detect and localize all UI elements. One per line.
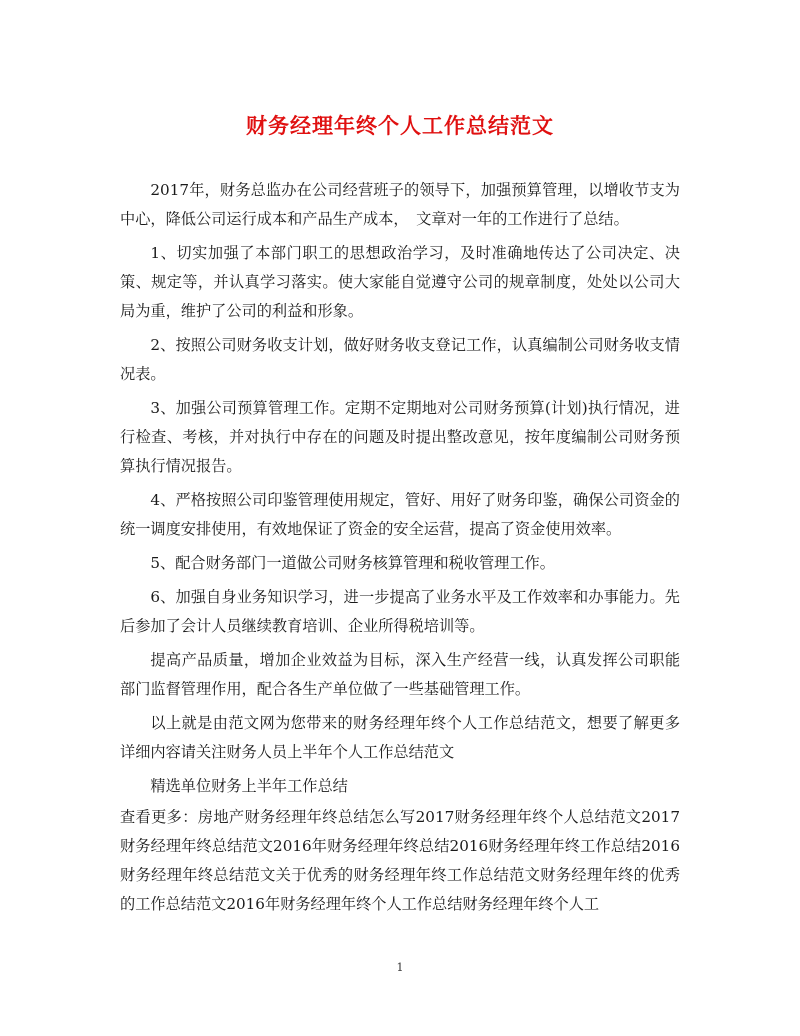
document-title: 财务经理年终个人工作总结范文 [246, 114, 554, 138]
related-link[interactable]: 精选单位财务上半年工作总结 [150, 777, 348, 795]
see-more-links[interactable]: 查看更多：房地产财务经理年终总结怎么写2017财务经理年终个人总结范文2017财务经理年终总结范文2016年财务经理年终总结2016财务经理年终工作总结2016财务经理年终总结范文关于优秀的财务经理年终工作总结范文财务经理年终的优秀的工作总结范文2016年财务经理年终个人工作总结财务经理年终个人工 [120, 808, 680, 913]
paragraph-item-3: 3、加强公司预算管理工作。定期不定期地对公司财务预算(计划)执行情况，进行检查、考核，并对执行中存在的问题及时提出整改意见，按年度编制公司财务预算执行情况报告。 [120, 399, 680, 475]
paragraph-item-5: 5、配合财务部门一道做公司财务核算管理和税收管理工作。 [150, 554, 555, 572]
paragraph-item-1: 1、切实加强了本部门职工的思想政治学习，及时准确地传达了公司决定、决策、规定等，并认真学习落实。使大家能自觉遵守公司的规章制度，处处以公司大局为重，维护了公司的利益和形象。 [120, 244, 680, 320]
paragraph-item-6: 6、加强自身业务知识学习，进一步提高了业务水平及工作效率和办事能力。先后参加了会计人员继续教育培训、企业所得税培训等。 [120, 588, 680, 635]
paragraph-intro: 2017年，财务总监办在公司经营班子的领导下，加强预算管理，以增收节支为中心，降低公司运行成本和产品生产成本， 文章对一年的工作进行了总结。 [120, 181, 680, 228]
paragraph-item-2: 2、按照公司财务收支计划，做好财务收支登记工作，认真编制公司财务收支情况表。 [120, 336, 680, 383]
document-body [120, 176, 680, 919]
paragraph-quality: 提高产品质量，增加企业效益为目标，深入生产经营一线，认真发挥公司职能部门监督管理作用，配合各生产单位做了一些基础管理工作。 [120, 651, 680, 698]
paragraph-conclusion: 以上就是由范文网为您带来的财务经理年终个人工作总结范文，想要了解更多详细内容请关注财务人员上半年个人工作总结范文 [120, 714, 680, 761]
paragraph-item-4: 4、严格按照公司印鉴管理使用规定，管好、用好了财务印鉴，确保公司资金的统一调度安排使用，有效地保证了资金的安全运营，提高了资金使用效率。 [120, 491, 680, 538]
page-number: 1 [396, 961, 404, 974]
